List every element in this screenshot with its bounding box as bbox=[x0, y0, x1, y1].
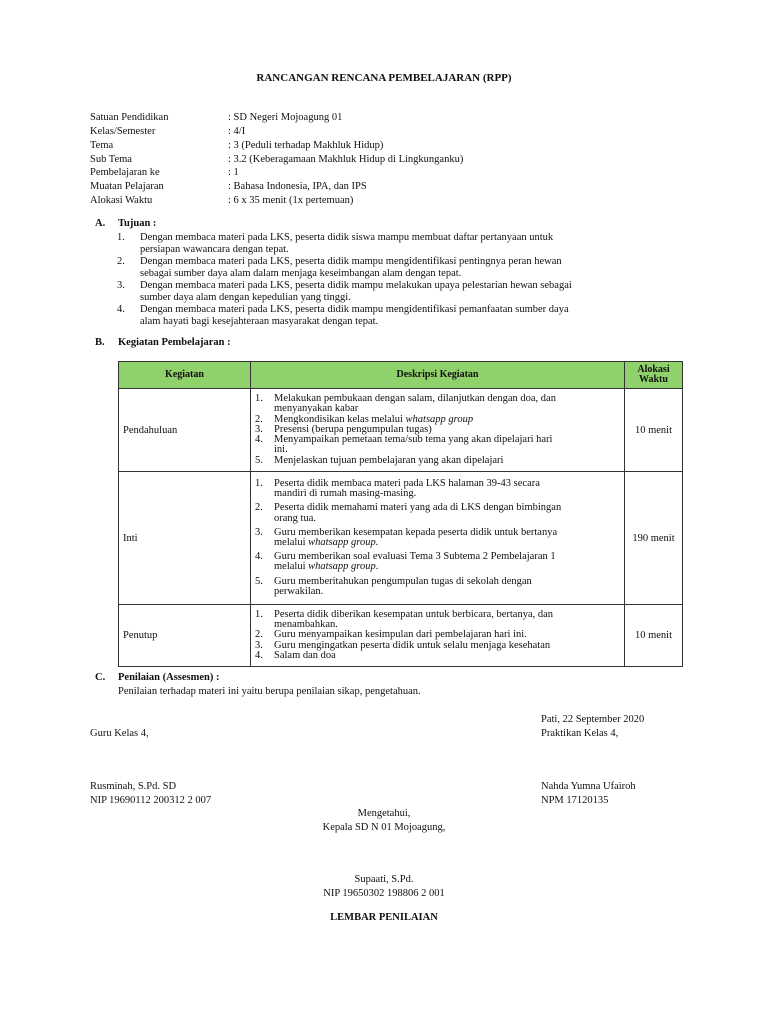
principal-id: NIP 19650302 198806 2 001 bbox=[323, 888, 445, 899]
item-emphasis: whatsapp group bbox=[405, 413, 474, 425]
item-text: Peserta didik diberikan kesempatan untuk berbicara, bertanya, dan bbox=[274, 608, 554, 620]
deskripsi-list bbox=[251, 610, 624, 661]
table-row bbox=[119, 605, 683, 667]
principal-name: Supaati, S.Pd. bbox=[354, 874, 414, 885]
list-item bbox=[251, 577, 620, 597]
list-item bbox=[251, 435, 620, 455]
item-text: Guru memberikan soal evaluasi Tema 3 Subtema 2 Pembelajaran 1 bbox=[274, 551, 556, 563]
item-text: Guru memberikan kesempatan kepada peserta didik untuk bertanya bbox=[274, 526, 558, 538]
item-number: 4. bbox=[255, 551, 263, 563]
column-header: Kegiatan bbox=[119, 362, 251, 389]
item-number: 1. bbox=[255, 477, 263, 489]
section-letter: B. bbox=[95, 337, 105, 348]
item-number: 2. bbox=[255, 629, 263, 641]
identity-label: Muatan Pelajaran bbox=[90, 181, 164, 192]
item-number: 3. bbox=[255, 423, 263, 435]
list-item bbox=[251, 651, 620, 661]
item-text: Menjelaskan tujuan pembelajaran yang akan dipelajari bbox=[274, 454, 504, 466]
item-text: perwakilan. bbox=[274, 585, 324, 597]
item-number: 4. bbox=[117, 304, 125, 315]
item-text: Dengan membaca materi pada LKS, peserta didik mampu melakukan upaya pelestarian hewan sebagai bbox=[140, 280, 572, 291]
item-text: Presensi (berupa pengumpulan tugas) bbox=[274, 423, 432, 435]
item-text: Guru memberitahukan pengumpulan tugas di sekolah dengan bbox=[274, 575, 532, 587]
list-item bbox=[251, 456, 620, 466]
column-header bbox=[625, 362, 683, 389]
item-text: Mengkondisikan kelas melalui bbox=[274, 413, 406, 425]
item-text: Melakukan pembukaan dengan salam, dilanjutkan dengan doa, dan bbox=[274, 393, 556, 405]
item-text: Dengan membaca materi pada LKS, peserta didik mampu mengidentifikasi pemanfaatan sumber daya bbox=[140, 304, 569, 315]
item-text: Menyampaikan pemetaan tema/sub tema yang akan dipelajari hari bbox=[274, 434, 553, 446]
item-text: melalui bbox=[274, 537, 309, 548]
item-number: 1. bbox=[117, 232, 125, 243]
table-header-row bbox=[119, 362, 683, 389]
header-line: Waktu bbox=[639, 374, 668, 385]
item-text: persiapan wawancara dengan tepat. bbox=[140, 243, 289, 255]
place-date: Pati, 22 September 2020 bbox=[541, 714, 645, 725]
item-text: sumber daya alam dengan kepedulian yang tinggi. bbox=[140, 291, 351, 303]
list-item bbox=[251, 528, 620, 548]
deskripsi-cell bbox=[251, 389, 625, 472]
item-number: 5. bbox=[255, 575, 263, 587]
kegiatan-name: Pendahuluan bbox=[119, 389, 251, 472]
item-text: Peserta didik membaca materi pada LKS halaman 39-43 secara bbox=[274, 477, 540, 489]
list-item bbox=[251, 394, 620, 414]
identity-value: : Bahasa Indonesia, IPA, dan IPS bbox=[228, 181, 367, 192]
item-text: menyanyakan kabar bbox=[274, 403, 359, 415]
item-text: mandiri di rumah masing-masing. bbox=[274, 488, 417, 500]
kegiatan-name: Penutup bbox=[119, 605, 251, 667]
table-row bbox=[119, 472, 683, 605]
left-signatory-role: Guru Kelas 4, bbox=[90, 728, 149, 739]
identity-label: Tema bbox=[90, 140, 114, 151]
penilaian-text: Penilaian terhadap materi ini yaitu berupa penilaian sikap, pengetahuan. bbox=[118, 686, 421, 697]
item-number: 3. bbox=[255, 639, 263, 651]
tujuan-list bbox=[113, 232, 653, 328]
left-signatory-id: NIP 19690112 200312 2 007 bbox=[90, 795, 212, 806]
item-text: orang tua. bbox=[274, 512, 316, 524]
identity-value: : 3.2 (Keberagamaan Makhluk Hidup di Lingkunganku) bbox=[228, 154, 464, 165]
next-section-heading: LEMBAR PENILAIAN bbox=[330, 912, 438, 923]
column-header: Deskripsi Kegiatan bbox=[251, 362, 625, 389]
identity-label: Kelas/Semester bbox=[90, 126, 156, 137]
item-number: 3. bbox=[117, 280, 125, 291]
item-number: 3. bbox=[255, 526, 263, 538]
right-signatory-name: Nahda Yumna Ufairoh bbox=[541, 781, 636, 792]
item-number: 2. bbox=[117, 256, 125, 267]
item-text: menambahkan. bbox=[274, 619, 338, 631]
item-text: Salam dan doa bbox=[274, 649, 336, 661]
item-text: melalui bbox=[274, 561, 309, 573]
item-number: 1. bbox=[255, 393, 263, 405]
identity-label: Alokasi Waktu bbox=[90, 195, 153, 206]
list-item bbox=[113, 256, 653, 279]
identity-label: Sub Tema bbox=[90, 154, 132, 165]
identity-label: Satuan Pendidikan bbox=[90, 112, 169, 123]
list-item bbox=[113, 280, 653, 303]
alokasi-cell: 10 menit bbox=[625, 389, 683, 472]
item-text: . bbox=[375, 561, 379, 573]
kegiatan-table bbox=[118, 361, 683, 667]
alokasi-cell: 190 menit bbox=[625, 472, 683, 605]
table-row bbox=[119, 389, 683, 472]
section-title: Penilaian (Assesmen) : bbox=[118, 672, 220, 683]
identity-label: Pembelajaran ke bbox=[90, 167, 160, 178]
section-title: Kegiatan Pembelajaran : bbox=[118, 337, 231, 348]
list-item bbox=[251, 479, 620, 499]
right-signatory-role: Praktikan Kelas 4, bbox=[541, 728, 619, 739]
item-number: 4. bbox=[255, 649, 263, 661]
approval-label: Mengetahui, bbox=[357, 808, 411, 819]
item-number: 2. bbox=[255, 502, 263, 514]
item-text: ini. bbox=[274, 444, 288, 456]
item-emphasis: whatsapp group bbox=[308, 561, 376, 573]
list-item bbox=[113, 232, 653, 255]
item-text: Guru mengingatkan peserta didik untuk selalu menjaga kesehatan bbox=[274, 639, 551, 651]
identity-value: : SD Negeri Mojoagung 01 bbox=[228, 112, 343, 123]
item-text: Dengan membaca materi pada LKS, peserta didik mampu mengidentifikasi pentingnya peran hewan bbox=[140, 256, 562, 267]
principal-role: Kepala SD N 01 Mojoagung, bbox=[322, 822, 446, 833]
list-item bbox=[251, 610, 620, 630]
identity-value: : 3 (Peduli terhadap Makhluk Hidup) bbox=[228, 140, 384, 151]
item-text: Peserta didik memahami materi yang ada di LKS dengan bimbingan bbox=[274, 502, 562, 514]
header-line: Alokasi bbox=[637, 363, 670, 375]
alokasi-cell: 10 menit bbox=[625, 605, 683, 667]
item-number: 2. bbox=[255, 413, 263, 425]
item-number: 1. bbox=[255, 608, 263, 620]
item-text: Guru menyampaikan kesimpulan dari pembelajaran hari ini. bbox=[274, 629, 527, 641]
section-letter: C. bbox=[95, 672, 106, 683]
deskripsi-list bbox=[251, 394, 624, 465]
deskripsi-cell bbox=[251, 472, 625, 605]
deskripsi-cell bbox=[251, 605, 625, 667]
document-title: RANCANGAN RENCANA PEMBELAJARAN (RPP) bbox=[256, 72, 512, 84]
right-signatory-id: NPM 17120135 bbox=[541, 795, 609, 806]
deskripsi-list bbox=[251, 479, 624, 597]
list-item bbox=[113, 304, 653, 327]
item-number: 5. bbox=[255, 454, 263, 466]
item-text: Dengan membaca materi pada LKS, peserta didik siswa mampu membuat daftar pertanyaan untuk bbox=[140, 232, 554, 243]
kegiatan-name: Inti bbox=[119, 472, 251, 605]
identity-value: : 6 x 35 menit (1x pertemuan) bbox=[228, 195, 354, 206]
list-item bbox=[251, 503, 620, 523]
identity-value: : 1 bbox=[228, 167, 239, 178]
section-title: Tujuan : bbox=[118, 218, 157, 229]
list-item bbox=[251, 552, 620, 572]
left-signatory-name: Rusminah, S.Pd. SD bbox=[90, 781, 177, 792]
section-letter: A. bbox=[95, 218, 106, 229]
item-emphasis: whatsapp group. bbox=[308, 537, 379, 548]
item-number: 4. bbox=[255, 434, 263, 446]
item-text: alam hayati bagi kesejahteraan masyarakat dengan tepat. bbox=[140, 315, 379, 327]
item-text: sebagai sumber daya alam dalam menjaga keseimbangan alam dengan tepat. bbox=[140, 267, 462, 279]
identity-value: : 4/I bbox=[228, 126, 246, 137]
